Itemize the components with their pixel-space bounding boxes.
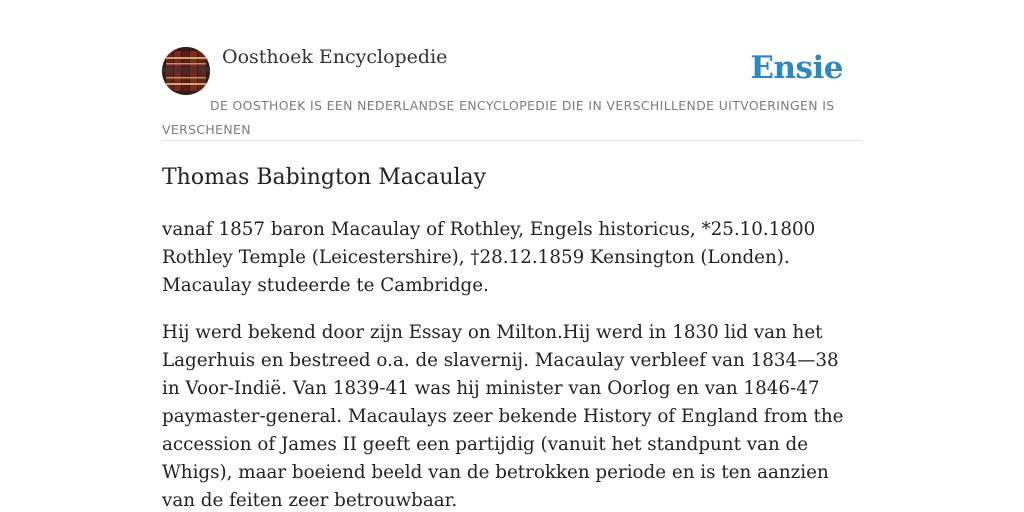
article-title: Thomas Babington Macaulay (162, 165, 487, 190)
article (162, 160, 862, 512)
source-avatar[interactable] (162, 47, 210, 95)
article-paragraph: vanaf 1857 baron Macaulay of Rothley, Engels historicus, *25.10.1800 Rothley Temple (Leicestershire), †28.12.1859 Kensington (Londen). Macaulay studeerde te Cambridge. (162, 219, 816, 296)
site-header (162, 44, 862, 141)
ensie-logo[interactable]: Ensie (750, 50, 843, 86)
book-spines-icon (162, 47, 210, 95)
source-name-link[interactable]: Oosthoek Encyclopedie (222, 46, 448, 68)
article-paragraph: Hij werd bekend door zijn Essay on Milton.Hij werd in 1830 lid van het Lagerhuis en bestreed o.a. de slavernij. Macaulay verbleef van 1834—38 in Voor-Indië. Van 1839-41 was hij minister van Oorlog en van 1846-47 paymaster-general. Macaulays zeer bekende History of England from the accession of James II geeft een partijdig (vanuit het standpunt van de Whigs), maar boeiend beeld van de betrokken periode en is ten aanzien van de feiten zeer betrouwbaar. (162, 322, 844, 511)
source-tagline: DE OOSTHOEK IS EEN NEDERLANDSE ENCYCLOPEDIE DIE IN VERSCHILLENDE UITVOERINGEN IS VERSCHENEN (162, 98, 835, 137)
